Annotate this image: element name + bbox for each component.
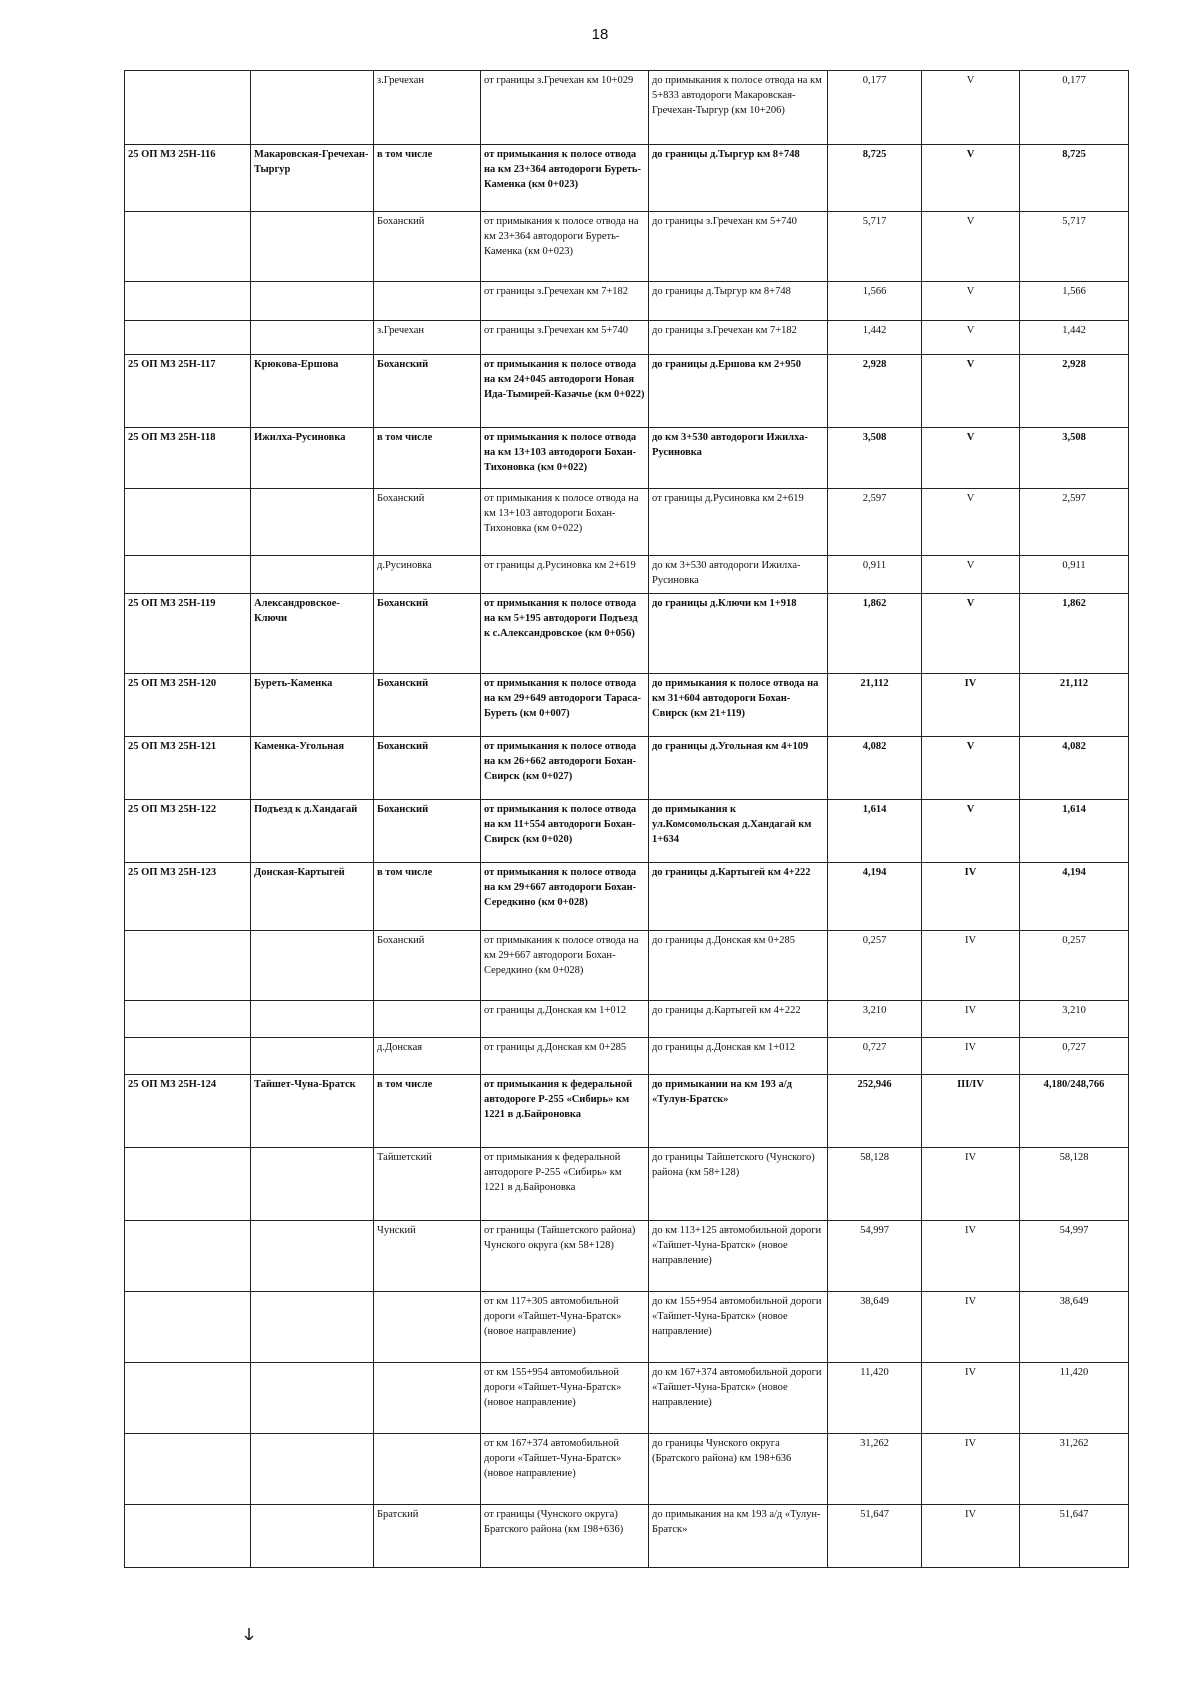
- road-name-cell: Александровское-Ключи: [251, 594, 374, 674]
- segment-end-cell: до примыкания к полосе отвода на км 5+833 автодороги Макаровская-Гречехан-Тыргур (км 10+206): [649, 71, 828, 145]
- length-cell: 0,177: [828, 71, 922, 145]
- scan-arrow-mark: [244, 1628, 254, 1640]
- road-name-cell: Тайшет-Чуна-Братск: [251, 1075, 374, 1148]
- district-cell: Тайшетский: [374, 1148, 481, 1221]
- segment-end-cell: до границы д.Донская км 0+285: [649, 931, 828, 1001]
- road-number-cell: [125, 282, 251, 321]
- district-cell: [374, 1001, 481, 1038]
- district-cell: з.Гречехан: [374, 321, 481, 355]
- district-cell: в том числе: [374, 863, 481, 931]
- road-name-cell: [251, 212, 374, 282]
- segment-start-cell: от примыкания к полосе отвода на км 24+045 автодороги Новая Ида-Тымирей-Казачье (км 0+022): [481, 355, 649, 428]
- total-length-cell: 38,649: [1020, 1292, 1129, 1363]
- length-cell: 4,194: [828, 863, 922, 931]
- road-number-cell: [125, 1148, 251, 1221]
- district-cell: Братский: [374, 1505, 481, 1568]
- length-cell: 3,210: [828, 1001, 922, 1038]
- length-cell: 1,614: [828, 800, 922, 863]
- length-cell: 8,725: [828, 145, 922, 212]
- district-cell: Боханский: [374, 674, 481, 737]
- category-cell: IV: [922, 1148, 1020, 1221]
- total-length-cell: 4,180/248,766: [1020, 1075, 1129, 1148]
- length-cell: 54,997: [828, 1221, 922, 1292]
- table-row: [125, 1505, 1129, 1568]
- length-cell: 1,442: [828, 321, 922, 355]
- table-row: [125, 737, 1129, 800]
- segment-start-cell: от границы д.Донская км 1+012: [481, 1001, 649, 1038]
- district-cell: д.Русиновка: [374, 556, 481, 594]
- road-name-cell: [251, 1148, 374, 1221]
- total-length-cell: 2,928: [1020, 355, 1129, 428]
- segment-end-cell: до км 113+125 автомобильной дороги «Тайшет-Чуна-Братск» (новое направление): [649, 1221, 828, 1292]
- district-cell: д.Донская: [374, 1038, 481, 1075]
- road-name-cell: Крюкова-Ершова: [251, 355, 374, 428]
- category-cell: IV: [922, 1038, 1020, 1075]
- category-cell: V: [922, 355, 1020, 428]
- category-cell: IV: [922, 674, 1020, 737]
- total-length-cell: 21,112: [1020, 674, 1129, 737]
- road-number-cell: 25 ОП МЗ 25Н-123: [125, 863, 251, 931]
- road-number-cell: 25 ОП МЗ 25Н-121: [125, 737, 251, 800]
- category-cell: V: [922, 321, 1020, 355]
- segment-end-cell: до км 155+954 автомобильной дороги «Тайшет-Чуна-Братск» (новое направление): [649, 1292, 828, 1363]
- category-cell: V: [922, 71, 1020, 145]
- road-number-cell: [125, 212, 251, 282]
- table-row: [125, 1434, 1129, 1505]
- segment-start-cell: от примыкания к полосе отвода на км 5+195 автодороги Подъезд к с.Александровское (км 0+056): [481, 594, 649, 674]
- category-cell: V: [922, 737, 1020, 800]
- table-row: [125, 931, 1129, 1001]
- length-cell: 4,082: [828, 737, 922, 800]
- total-length-cell: 3,508: [1020, 428, 1129, 489]
- segment-end-cell: до км 3+530 автодороги Ижилха-Русиновка: [649, 556, 828, 594]
- road-name-cell: [251, 1292, 374, 1363]
- segment-end-cell: до границы д.Донская км 1+012: [649, 1038, 828, 1075]
- total-length-cell: 0,257: [1020, 931, 1129, 1001]
- segment-end-cell: до границы з.Гречехан км 7+182: [649, 321, 828, 355]
- district-cell: Боханский: [374, 355, 481, 428]
- length-cell: 51,647: [828, 1505, 922, 1568]
- district-cell: Боханский: [374, 489, 481, 556]
- category-cell: IV: [922, 1221, 1020, 1292]
- segment-start-cell: от границы з.Гречехан км 10+029: [481, 71, 649, 145]
- segment-start-cell: от границы д.Русиновка км 2+619: [481, 556, 649, 594]
- segment-end-cell: до границы Тайшетского (Чунского) района (км 58+128): [649, 1148, 828, 1221]
- length-cell: 38,649: [828, 1292, 922, 1363]
- segment-start-cell: от примыкания к полосе отвода на км 13+103 автодороги Бохан-Тихоновка (км 0+022): [481, 428, 649, 489]
- segment-end-cell: до границы д.Ключи км 1+918: [649, 594, 828, 674]
- segment-end-cell: до границы д.Картыгей км 4+222: [649, 1001, 828, 1038]
- length-cell: 31,262: [828, 1434, 922, 1505]
- category-cell: IV: [922, 1292, 1020, 1363]
- total-length-cell: 5,717: [1020, 212, 1129, 282]
- road-number-cell: [125, 931, 251, 1001]
- segment-start-cell: от примыкания к полосе отвода на км 29+649 автодороги Тараса-Буреть (км 0+007): [481, 674, 649, 737]
- road-number-cell: [125, 1001, 251, 1038]
- road-number-cell: [125, 1363, 251, 1434]
- road-name-cell: [251, 1038, 374, 1075]
- table-row: [125, 1221, 1129, 1292]
- length-cell: 1,862: [828, 594, 922, 674]
- road-name-cell: Донская-Картыгей: [251, 863, 374, 931]
- table-row: [125, 145, 1129, 212]
- road-number-cell: 25 ОП МЗ 25Н-124: [125, 1075, 251, 1148]
- segment-start-cell: от примыкания к полосе отвода на км 29+667 автодороги Бохан-Середкино (км 0+028): [481, 863, 649, 931]
- length-cell: 11,420: [828, 1363, 922, 1434]
- length-cell: 3,508: [828, 428, 922, 489]
- length-cell: 58,128: [828, 1148, 922, 1221]
- category-cell: V: [922, 556, 1020, 594]
- category-cell: III/IV: [922, 1075, 1020, 1148]
- road-number-cell: [125, 1292, 251, 1363]
- table-row: [125, 556, 1129, 594]
- roads-table: [124, 70, 1129, 1568]
- total-length-cell: 31,262: [1020, 1434, 1129, 1505]
- segment-start-cell: от примыкания к полосе отвода на км 11+554 автодороги Бохан-Свирск (км 0+020): [481, 800, 649, 863]
- road-name-cell: [251, 282, 374, 321]
- road-number-cell: 25 ОП МЗ 25Н-119: [125, 594, 251, 674]
- category-cell: IV: [922, 1434, 1020, 1505]
- category-cell: V: [922, 428, 1020, 489]
- category-cell: V: [922, 489, 1020, 556]
- category-cell: IV: [922, 1363, 1020, 1434]
- district-cell: Боханский: [374, 800, 481, 863]
- length-cell: 2,928: [828, 355, 922, 428]
- road-number-cell: [125, 1434, 251, 1505]
- segment-end-cell: до границы д.Угольная км 4+109: [649, 737, 828, 800]
- segment-start-cell: от примыкания к федеральной автодороге Р-255 «Сибирь» км 1221 в д.Байроновка: [481, 1075, 649, 1148]
- district-cell: [374, 1292, 481, 1363]
- table-row: [125, 428, 1129, 489]
- table-row: [125, 1292, 1129, 1363]
- district-cell: в том числе: [374, 1075, 481, 1148]
- district-cell: [374, 282, 481, 321]
- road-number-cell: [125, 556, 251, 594]
- road-number-cell: 25 ОП МЗ 25Н-117: [125, 355, 251, 428]
- road-name-cell: [251, 489, 374, 556]
- total-length-cell: 1,566: [1020, 282, 1129, 321]
- segment-end-cell: до границы з.Гречехан км 5+740: [649, 212, 828, 282]
- road-name-cell: [251, 1001, 374, 1038]
- total-length-cell: 1,862: [1020, 594, 1129, 674]
- segment-end-cell: до границы д.Ершова км 2+950: [649, 355, 828, 428]
- road-name-cell: Макаровская-Гречехан-Тыргур: [251, 145, 374, 212]
- segment-end-cell: до границы д.Картыгей км 4+222: [649, 863, 828, 931]
- total-length-cell: 54,997: [1020, 1221, 1129, 1292]
- segment-start-cell: от примыкания к федеральной автодороге Р-255 «Сибирь» км 1221 в д.Байроновка: [481, 1148, 649, 1221]
- table-row: [125, 863, 1129, 931]
- total-length-cell: 4,194: [1020, 863, 1129, 931]
- total-length-cell: 4,082: [1020, 737, 1129, 800]
- district-cell: Боханский: [374, 737, 481, 800]
- length-cell: 2,597: [828, 489, 922, 556]
- road-number-cell: 25 ОП МЗ 25Н-122: [125, 800, 251, 863]
- category-cell: IV: [922, 931, 1020, 1001]
- length-cell: 1,566: [828, 282, 922, 321]
- road-number-cell: [125, 1505, 251, 1568]
- total-length-cell: 11,420: [1020, 1363, 1129, 1434]
- segment-start-cell: от км 167+374 автомобильной дороги «Тайшет-Чуна-Братск» (новое направление): [481, 1434, 649, 1505]
- table-row: [125, 800, 1129, 863]
- segment-end-cell: до примыкания на км 193 а/д «Тулун-Братск»: [649, 1505, 828, 1568]
- segment-end-cell: до км 167+374 автомобильной дороги «Тайшет-Чуна-Братск» (новое направление): [649, 1363, 828, 1434]
- district-cell: Боханский: [374, 594, 481, 674]
- segment-end-cell: до примыкания к полосе отвода на км 31+604 автодороги Бохан-Свирск (км 21+119): [649, 674, 828, 737]
- segment-start-cell: от границы (Чунского округа) Братского района (км 198+636): [481, 1505, 649, 1568]
- length-cell: 5,717: [828, 212, 922, 282]
- road-number-cell: 25 ОП МЗ 25Н-120: [125, 674, 251, 737]
- segment-end-cell: до примыкании на км 193 а/д «Тулун-Братск»: [649, 1075, 828, 1148]
- category-cell: V: [922, 145, 1020, 212]
- total-length-cell: 1,614: [1020, 800, 1129, 863]
- table-row: [125, 282, 1129, 321]
- road-number-cell: [125, 1221, 251, 1292]
- total-length-cell: 58,128: [1020, 1148, 1129, 1221]
- table-row: [125, 674, 1129, 737]
- road-name-cell: Буреть-Каменка: [251, 674, 374, 737]
- table-row: [125, 321, 1129, 355]
- category-cell: V: [922, 282, 1020, 321]
- road-name-cell: [251, 1363, 374, 1434]
- segment-start-cell: от км 117+305 автомобильной дороги «Тайшет-Чуна-Братск» (новое направление): [481, 1292, 649, 1363]
- total-length-cell: 0,177: [1020, 71, 1129, 145]
- segment-start-cell: от примыкания к полосе отвода на км 29+667 автодороги Бохан-Середкино (км 0+028): [481, 931, 649, 1001]
- segment-end-cell: до границы д.Тыргур км 8+748: [649, 282, 828, 321]
- length-cell: 252,946: [828, 1075, 922, 1148]
- length-cell: 0,911: [828, 556, 922, 594]
- segment-start-cell: от примыкания к полосе отвода на км 23+364 автодороги Буреть-Каменка (км 0+023): [481, 145, 649, 212]
- segment-end-cell: до примыкания к ул.Комсомольская д.Хандагай км 1+634: [649, 800, 828, 863]
- table-row: [125, 1038, 1129, 1075]
- table-row: [125, 594, 1129, 674]
- category-cell: V: [922, 800, 1020, 863]
- table-row: [125, 1363, 1129, 1434]
- table-row: [125, 71, 1129, 145]
- length-cell: 0,727: [828, 1038, 922, 1075]
- total-length-cell: 51,647: [1020, 1505, 1129, 1568]
- road-name-cell: [251, 1434, 374, 1505]
- segment-end-cell: от границы д.Русиновка км 2+619: [649, 489, 828, 556]
- road-name-cell: [251, 1221, 374, 1292]
- page-number: 18: [591, 26, 609, 43]
- table-row: [125, 1075, 1129, 1148]
- segment-start-cell: от границы з.Гречехан км 5+740: [481, 321, 649, 355]
- segment-start-cell: от примыкания к полосе отвода на км 26+662 автодороги Бохан-Свирск (км 0+027): [481, 737, 649, 800]
- segment-end-cell: до границы д.Тыргур км 8+748: [649, 145, 828, 212]
- segment-start-cell: от границы з.Гречехан км 7+182: [481, 282, 649, 321]
- table-row: [125, 212, 1129, 282]
- table-row: [125, 1001, 1129, 1038]
- road-name-cell: Подъезд к д.Хандагай: [251, 800, 374, 863]
- segment-start-cell: от границы д.Донская км 0+285: [481, 1038, 649, 1075]
- segment-start-cell: от примыкания к полосе отвода на км 23+364 автодороги Буреть-Каменка (км 0+023): [481, 212, 649, 282]
- district-cell: [374, 1434, 481, 1505]
- road-number-cell: [125, 321, 251, 355]
- road-name-cell: [251, 1505, 374, 1568]
- category-cell: IV: [922, 863, 1020, 931]
- road-name-cell: [251, 321, 374, 355]
- road-name-cell: Каменка-Угольная: [251, 737, 374, 800]
- category-cell: IV: [922, 1505, 1020, 1568]
- district-cell: Боханский: [374, 212, 481, 282]
- total-length-cell: 1,442: [1020, 321, 1129, 355]
- road-name-cell: [251, 931, 374, 1001]
- road-number-cell: 25 ОП МЗ 25Н-118: [125, 428, 251, 489]
- total-length-cell: 8,725: [1020, 145, 1129, 212]
- road-name-cell: [251, 556, 374, 594]
- road-number-cell: 25 ОП МЗ 25Н-116: [125, 145, 251, 212]
- table-row: [125, 489, 1129, 556]
- road-number-cell: [125, 71, 251, 145]
- segment-end-cell: до км 3+530 автодороги Ижилха-Русиновка: [649, 428, 828, 489]
- district-cell: в том числе: [374, 145, 481, 212]
- road-number-cell: [125, 1038, 251, 1075]
- category-cell: IV: [922, 1001, 1020, 1038]
- total-length-cell: 0,911: [1020, 556, 1129, 594]
- road-name-cell: [251, 71, 374, 145]
- total-length-cell: 0,727: [1020, 1038, 1129, 1075]
- segment-end-cell: до границы Чунского округа (Братского района) км 198+636: [649, 1434, 828, 1505]
- segment-start-cell: от границы (Тайшетского района) Чунского округа (км 58+128): [481, 1221, 649, 1292]
- district-cell: в том числе: [374, 428, 481, 489]
- road-number-cell: [125, 489, 251, 556]
- segment-start-cell: от примыкания к полосе отвода на км 13+103 автодороги Бохан-Тихоновка (км 0+022): [481, 489, 649, 556]
- district-cell: Чунский: [374, 1221, 481, 1292]
- table-row: [125, 355, 1129, 428]
- length-cell: 0,257: [828, 931, 922, 1001]
- segment-start-cell: от км 155+954 автомобильной дороги «Тайшет-Чуна-Братск» (новое направление): [481, 1363, 649, 1434]
- total-length-cell: 2,597: [1020, 489, 1129, 556]
- district-cell: Боханский: [374, 931, 481, 1001]
- total-length-cell: 3,210: [1020, 1001, 1129, 1038]
- road-name-cell: Ижилха-Русиновка: [251, 428, 374, 489]
- table-row: [125, 1148, 1129, 1221]
- category-cell: V: [922, 594, 1020, 674]
- category-cell: V: [922, 212, 1020, 282]
- length-cell: 21,112: [828, 674, 922, 737]
- district-cell: [374, 1363, 481, 1434]
- district-cell: з.Гречехан: [374, 71, 481, 145]
